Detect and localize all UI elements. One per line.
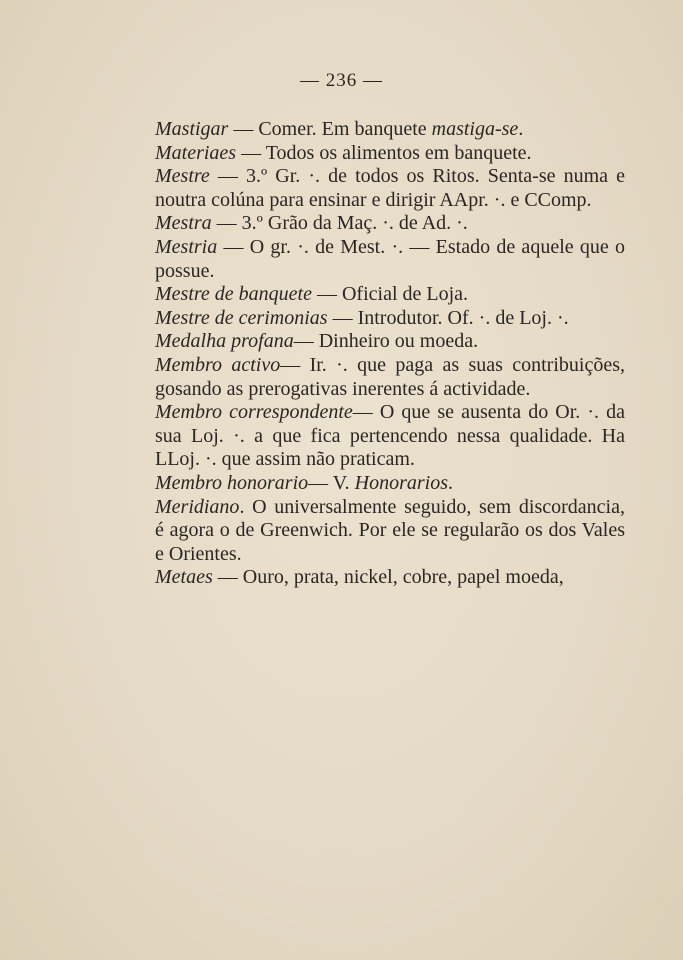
entry-definition: — Introdutor. Of. ·. de Loj. ·. bbox=[327, 306, 569, 329]
entry-term: Metaes bbox=[155, 566, 213, 589]
entry-term: Materiaes bbox=[155, 141, 237, 164]
entry-term: Medalha profana bbox=[155, 330, 294, 353]
entry-term: Mastigar bbox=[155, 118, 229, 140]
entry-definition: . O universalmente seguido, sem discordancia, é agora o de Greenwich. Por ele se regularão os dos Vales e Orientes. bbox=[155, 495, 625, 565]
entry-definition: — 3.º Grão da Maç. ·. de Ad. ·. bbox=[211, 212, 468, 235]
glossary-entry-mestra bbox=[155, 212, 625, 236]
entry-term-secondary: mastiga-se bbox=[431, 118, 519, 140]
entry-term-secondary: Honorarios bbox=[354, 471, 449, 494]
entry-term: Membro honorario bbox=[155, 471, 309, 494]
entry-definition: — V. bbox=[308, 471, 355, 494]
page-number: — 236 — bbox=[300, 70, 383, 91]
glossary-entry-membro-activo bbox=[155, 354, 625, 401]
entry-term: Mestre de cerimonias bbox=[155, 306, 328, 329]
entry-definition: — Ouro, prata, nickel, cobre, papel moeda, bbox=[212, 566, 564, 589]
entry-term: Mestre de banquete bbox=[155, 283, 312, 306]
entry-term: Mestra bbox=[155, 212, 212, 235]
glossary-entry-mestre-de-cerimonias bbox=[155, 307, 625, 331]
glossary-entry-mastigar bbox=[155, 118, 625, 142]
entry-tail: . bbox=[518, 118, 524, 140]
entry-term: Mestre bbox=[155, 165, 210, 188]
glossary-entry-metaes bbox=[155, 566, 625, 590]
glossary-entry-membro-honorario bbox=[155, 472, 625, 496]
entry-tail: . bbox=[448, 471, 454, 494]
entry-definition: — Ir. ·. que paga as suas contribuições, gosando as prerogativas inerentes á actividade. bbox=[155, 353, 625, 400]
glossary-text bbox=[155, 118, 625, 590]
entry-term: Meridiano bbox=[155, 495, 240, 518]
entry-definition: — Todos os alimentos em banquete. bbox=[236, 141, 532, 164]
glossary-entry-meridiano bbox=[155, 496, 625, 567]
glossary-entry-mestre-de-banquete bbox=[155, 283, 625, 307]
glossary-entry-mestre bbox=[155, 165, 625, 212]
glossary-entry-medalha-profana bbox=[155, 330, 625, 354]
glossary-entry-membro-correspondente bbox=[155, 401, 625, 472]
entry-term: Membro activo bbox=[155, 353, 281, 376]
entry-definition: — Dinheiro ou moeda. bbox=[293, 330, 479, 353]
entry-term: Mestria bbox=[155, 235, 218, 258]
entry-term: Membro correspondente bbox=[155, 401, 353, 424]
entry-definition: — O que se ausenta do Or. ·. da sua Loj. ·. a que fica pertencendo nessa qualidade. Ha LLoj. ·. que assim não praticam. bbox=[155, 401, 625, 471]
entry-definition: — Comer. Em banquete bbox=[228, 118, 432, 140]
entry-definition: — Oficial de Loja. bbox=[311, 283, 469, 306]
glossary-entry-materiaes bbox=[155, 142, 625, 166]
entry-definition: — 3.º Gr. ·. de todos os Ritos. Senta-se numa e noutra colúna para ensinar e dirigir AApr. ·. e CComp. bbox=[155, 165, 625, 211]
entry-definition: — O gr. ·. de Mest. ·. — Estado de aquele que o possue. bbox=[155, 235, 625, 282]
glossary-entry-mestria bbox=[155, 236, 625, 283]
